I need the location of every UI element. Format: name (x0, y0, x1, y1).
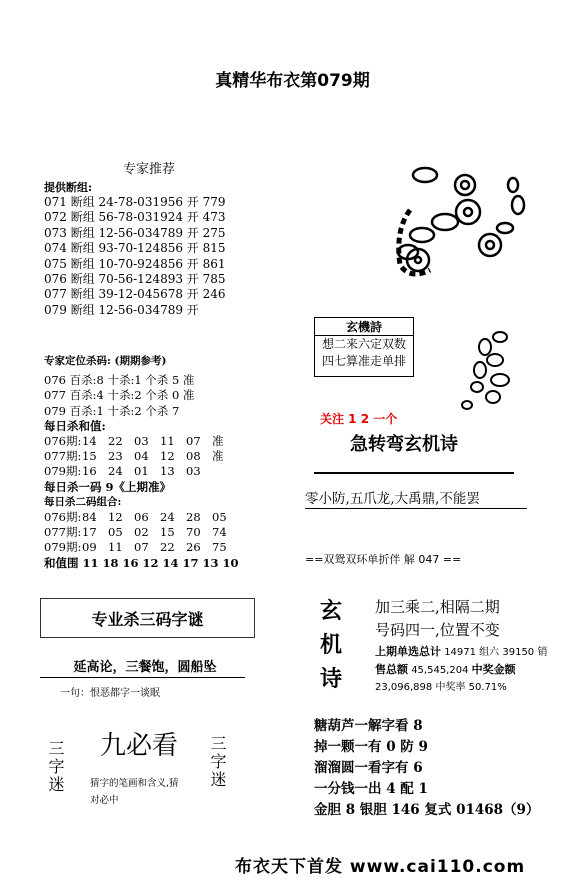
list-item: 金胆 8 银胆 146 复式 01468（9） (314, 802, 540, 818)
daily-cell: 04 (134, 449, 149, 464)
daily-cell: 076期: (44, 434, 82, 449)
daily-cell: 23 (108, 449, 123, 464)
expert-heading: 专家推荐 (122, 162, 175, 177)
daily-row (44, 434, 244, 449)
kill-section (44, 354, 244, 571)
xuanji-lines (375, 596, 500, 642)
daily-cell: 03 (134, 434, 149, 449)
riddle-headline: 延高论，三餐饱，圆船坠 (73, 660, 217, 675)
riddle-note: 对必中 (90, 795, 119, 806)
coin-chain-art (390, 150, 540, 300)
two-kill-cell: 05 (212, 510, 227, 525)
xuanji-label-char: 玄 (319, 598, 342, 624)
xuanji-poem-line: 想二来六定双数 (321, 337, 406, 351)
daily-cell: 准 (212, 449, 224, 464)
riddle-poem: 零小防,五爪龙,大禹鼎,不能罢 (305, 491, 480, 507)
two-kill-cell: 17 (82, 525, 97, 540)
two-kill-cell: 076期: (44, 510, 82, 525)
daily-cell: 22 (108, 434, 123, 449)
jizhuan-heading: 急转弯玄机诗 (350, 434, 458, 455)
two-kill-cell: 079期: (44, 540, 82, 555)
daily-cell: 16 (82, 464, 97, 479)
divider (314, 472, 514, 474)
daily-cell: 14 (82, 434, 97, 449)
sum-range: 和值围 11 18 16 12 14 17 13 10 (44, 555, 239, 570)
two-kill-cell: 02 (134, 525, 149, 540)
daily-cell: 13 (160, 464, 175, 479)
daily-cell: 11 (160, 434, 175, 449)
xuanji-label-char: 机 (319, 632, 342, 658)
bead-chain-art (455, 325, 525, 415)
kill-line: 079 百杀:1 十杀:2 个杀 7 (44, 403, 180, 418)
expert-row: 077 断组 39-12-045678 开 246 (44, 287, 226, 302)
two-kill-cell: 12 (108, 510, 123, 525)
expert-row: 075 断组 10-70-924856 开 861 (44, 256, 226, 271)
follow-note: 关注 1 2 一个 (320, 412, 398, 426)
two-kill-cell: 24 (160, 510, 175, 525)
daily-cell: 07 (186, 434, 201, 449)
two-kill-cell: 74 (212, 525, 227, 540)
expert-row: 073 断组 12-56-034789 开 275 (44, 225, 226, 240)
two-kill-row (44, 510, 244, 525)
stats-value: 中奖率 50.71% (435, 682, 507, 693)
two-kill-row (44, 540, 244, 555)
list-item: 溜溜圆一看字有 6 (314, 760, 423, 776)
xuanji-label (314, 594, 348, 696)
two-kill-row (44, 525, 244, 540)
xuanji-line: 号码四一,位置不变 (375, 621, 500, 639)
expert-row: 071 断组 24-78-031956 开 779 (44, 195, 226, 209)
riddle-underline (40, 677, 245, 678)
footer-site: 布衣天下首发 www.cai110.com (235, 857, 526, 877)
two-kill-cell: 70 (186, 525, 201, 540)
two-kill-cell: 07 (134, 540, 149, 555)
stats-value: 45,545,204 (411, 665, 469, 676)
two-kill-cell: 11 (108, 540, 123, 555)
two-kill-cell: 28 (186, 510, 201, 525)
stats-value: 14971 组六 39150 销 (444, 647, 548, 658)
daily-row (44, 464, 244, 479)
daily-heading: 每日杀和值: (44, 418, 106, 433)
one-kill: 每日杀一码 9《上期准》 (44, 479, 172, 494)
expert-sublabel: 提供断组: (44, 181, 93, 194)
xuanji-poem-title: 玄機詩 (315, 318, 413, 336)
two-kill-heading: 每日杀二码组合: (44, 495, 122, 508)
two-kill-cell: 22 (160, 540, 175, 555)
expert-row: 074 断组 93-70-124856 开 815 (44, 241, 226, 256)
two-kill-cell: 077期: (44, 525, 82, 540)
divider (305, 508, 527, 509)
list-item: 糖葫芦一解字看 8 (314, 718, 423, 734)
two-kill-cell: 06 (134, 510, 149, 525)
stats-value: 23,096,898 (375, 682, 433, 693)
daily-cell: 12 (160, 449, 175, 464)
stats-label: 上期单选总计 (375, 645, 441, 658)
list-item: 一分钱一出 4 配 1 (314, 781, 428, 797)
kill3-banner: 专业杀三码字谜 (40, 598, 255, 638)
riddle-right-vertical: 三字迷 (208, 735, 227, 789)
two-kill-cell: 15 (160, 525, 175, 540)
riddle-big: 九必看 (100, 731, 179, 761)
xuanji-poem-line: 四七算准走单排 (321, 354, 406, 368)
riddle-left-vertical: 三字迷 (46, 740, 65, 794)
daily-cell: 准 (212, 434, 224, 449)
daily-cell: 03 (186, 464, 201, 479)
sales-stats (375, 643, 547, 696)
two-kill-cell: 05 (108, 525, 123, 540)
daily-row (44, 449, 244, 464)
expert-row: 079 断组 12-56-034789 开 (44, 302, 199, 317)
xuanji-poem-box (314, 317, 414, 377)
stats-label: 中奖金额 (471, 663, 516, 676)
expert-section (44, 158, 254, 318)
xuanji-line: 加三乘二,相隔二期 (375, 598, 500, 616)
page-title: 真精华布衣第079期 (215, 71, 370, 91)
stats-label: 售总额 (375, 663, 408, 676)
expert-row: 072 断组 56-78-031924 开 473 (44, 210, 226, 225)
daily-cell: 01 (134, 464, 149, 479)
riddle-poem-2: ==双鸳双环单折伴 解 047 == (305, 553, 462, 566)
daily-cell: 079期: (44, 464, 82, 479)
kill-line: 076 百杀:8 十杀:1 个杀 5 准 (44, 373, 195, 388)
two-kill-cell: 26 (186, 540, 201, 555)
kill-heading: 专家定位杀码: (期期参考) (44, 355, 167, 367)
riddle-hint: 一句：恨恶都字一谈眠 (60, 688, 160, 699)
daily-cell: 24 (108, 464, 123, 479)
xuanji-label-char: 诗 (319, 666, 342, 692)
list-item: 掉一颗一有 0 防 9 (314, 739, 428, 755)
daily-cell: 08 (186, 449, 201, 464)
daily-cell: 077期: (44, 449, 82, 464)
kill-line: 077 百杀:4 十杀:2 个杀 0 准 (44, 388, 195, 403)
two-kill-cell: 75 (212, 540, 227, 555)
two-kill-cell: 84 (82, 510, 97, 525)
bottom-list (314, 716, 539, 821)
riddle-note: 猜字的笔画和含义,猜 (90, 778, 179, 789)
two-kill-cell: 09 (82, 540, 97, 555)
expert-row: 076 断组 70-56-124893 开 785 (44, 272, 226, 287)
daily-cell: 15 (82, 449, 97, 464)
